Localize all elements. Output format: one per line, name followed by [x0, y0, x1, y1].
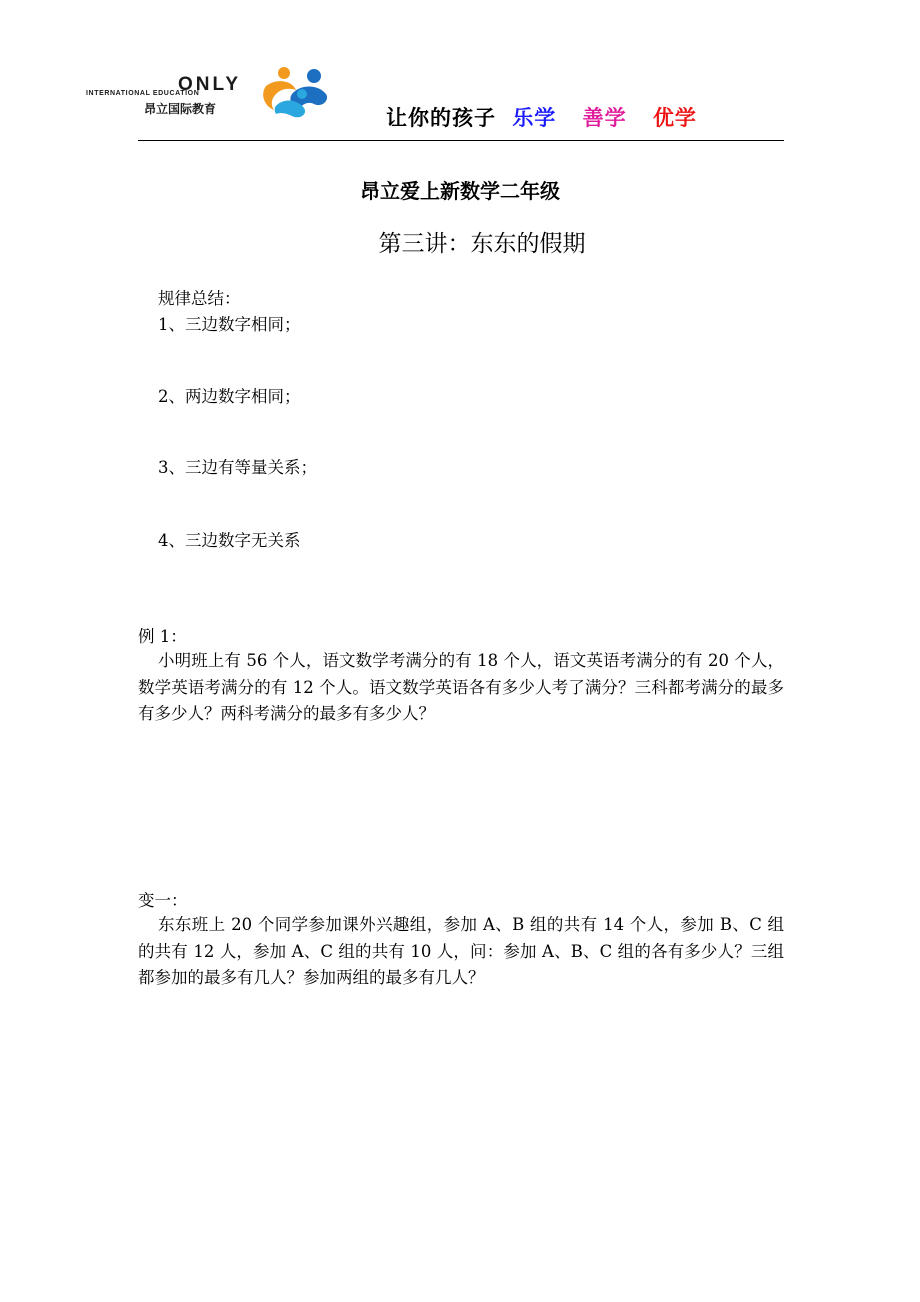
rule-item-3: 3、三边有等量关系； — [158, 458, 317, 477]
slogan-prefix: 让你的孩子 — [386, 106, 496, 130]
lesson-subtitle: 第三讲：东东的假期 — [378, 231, 586, 257]
slogan-word-1: 乐学 — [512, 106, 557, 130]
variant-1-text: 东东班上 20 个同学参加课外兴趣组，参加 A、B 组的共有 14 个人，参加 B、C 组的共有 12 人，参加 A、C 组的共有 10 人，问：参加 A、B、C 组的各有多少人？三组都参加的最多有几人？参加两组的最多有几人？ — [138, 915, 784, 987]
logo-brand: ONLY — [178, 74, 242, 95]
document-title: 昂立爱上新数学二年级 — [360, 179, 560, 203]
variant-1-label: 变一： — [138, 891, 188, 910]
slogan-word-2: 善学 — [582, 106, 627, 130]
slogan — [386, 102, 715, 132]
rule-item-4: 4、三边数字无关系 — [158, 531, 301, 550]
rule-item-2: 2、两边数字相同； — [158, 387, 301, 406]
logo-chinese-name: 昂立国际教育 — [144, 102, 217, 116]
rules-heading: 规律总结： — [158, 289, 241, 308]
logo-tagline: INTERNATIONAL EDUCATION — [86, 90, 200, 97]
rule-item-1: 1、三边数字相同； — [158, 315, 301, 334]
example-1-text: 小明班上有 56 个人，语文数学考满分的有 18 个人，语文英语考满分的有 20 个人，数学英语考满分的有 12 个人。语文数学英语各有多少人考了满分？三科都考满分的最多有多少人？两科考满分的最多有多少人？ — [138, 651, 784, 723]
example-1-label: 例 1： — [138, 627, 187, 646]
slogan-word-3: 优学 — [652, 106, 697, 130]
logo — [86, 64, 336, 124]
logo-mark-icon — [252, 64, 336, 120]
header-divider — [138, 140, 784, 141]
